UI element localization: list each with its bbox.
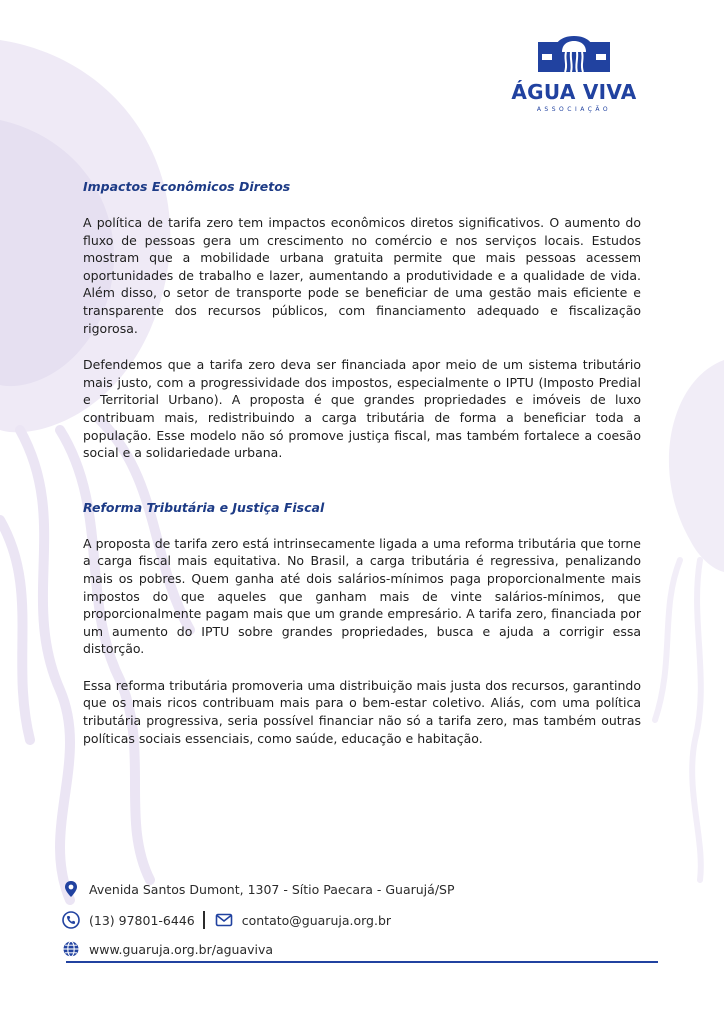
section-heading-reforma: Reforma Tributária e Justiça Fiscal bbox=[83, 499, 325, 515]
footer-phone[interactable]: (13) 97801-6446 bbox=[89, 912, 195, 928]
paragraph: Essa reforma tributária promoveria uma distribuição mais justa dos recursos, garantindo que os mais ricos contribuam mais para o bem-estar coletivo. Aliás, com uma política tributária progressiva, seria possível financiar não só a tarifa zero, mas também outras políticas sociais essenciais, como saúde, educação e habitação. bbox=[83, 677, 641, 746]
paragraph: Defendemos que a tarifa zero deva ser financiada apor meio de um sistema tributário mais justo, com a progressividade dos impostos, especialmente o IPTU (Imposto Predial e Territorial Urbano). A proposta é que grandes propriedades e imóveis de luxo contribuam mais, redistribuindo a carga tributária de forma a beneficiar toda a população. Esse modelo não só promove justiça fiscal, mas também fortalece a coesão social e a solidariedade urbana. bbox=[83, 357, 641, 461]
section-heading-impactos: Impactos Econômicos Diretos bbox=[83, 179, 291, 194]
footer-address: Avenida Santos Dumont, 1307 - Sítio Paecara - Guarujá/SP bbox=[89, 881, 455, 897]
phone-icon bbox=[62, 911, 80, 929]
footer-website[interactable]: www.guaruja.org.br/aguaviva bbox=[89, 941, 274, 957]
footer-website-row bbox=[62, 938, 273, 960]
mail-icon bbox=[215, 911, 233, 929]
globe-icon bbox=[62, 940, 80, 958]
logo-subtitle: ASSOCIAÇÃO bbox=[536, 106, 612, 113]
agua-viva-logo bbox=[505, 36, 643, 128]
footer-divider bbox=[66, 961, 658, 963]
footer-contact-row bbox=[62, 909, 391, 931]
jellyfish-logo-icon bbox=[538, 36, 610, 78]
logo-name: ÁGUA VIVA bbox=[511, 80, 637, 104]
paragraph: A proposta de tarifa zero está intrinsecamente ligada a uma reforma tributária que torne a carga fiscal mais equitativa. No Brasil, a carga tributária é regressiva, penalizando mais os pobres. Quem ganha até dois salários-mínimos paga proporcionalmente mais impostos do que aqueles que ganham mais de vinte salários-mínimos, que proporcionalmente pagam mais que um grande empresário. A tarifa zero, financiada por um aumento do IPTU sobre grandes propriedades, busca e ajuda a corrigir essa distorção. bbox=[83, 535, 641, 657]
paragraph: A política de tarifa zero tem impactos econômicos diretos significativos. O aumento do fluxo de pessoas gera um crescimento no comércio e nos serviços locais. Estudos mostram que a mobilidade urbana gratuita permite que mais pessoas acessem oportunidades de trabalho e lazer, aumentando a produtividade e a qualidade de vida. Além disso, o setor de transporte pode se beneficiar de uma gestão mais eficiente e transparente dos recursos públicos, com financiamento adequado e fiscalização rigorosa. bbox=[83, 215, 641, 336]
document-body bbox=[83, 178, 641, 747]
footer-email[interactable]: contato@guaruja.org.br bbox=[241, 912, 392, 928]
footer-address-row bbox=[62, 878, 455, 900]
location-pin-icon bbox=[62, 880, 80, 898]
footer-separator bbox=[203, 911, 205, 929]
